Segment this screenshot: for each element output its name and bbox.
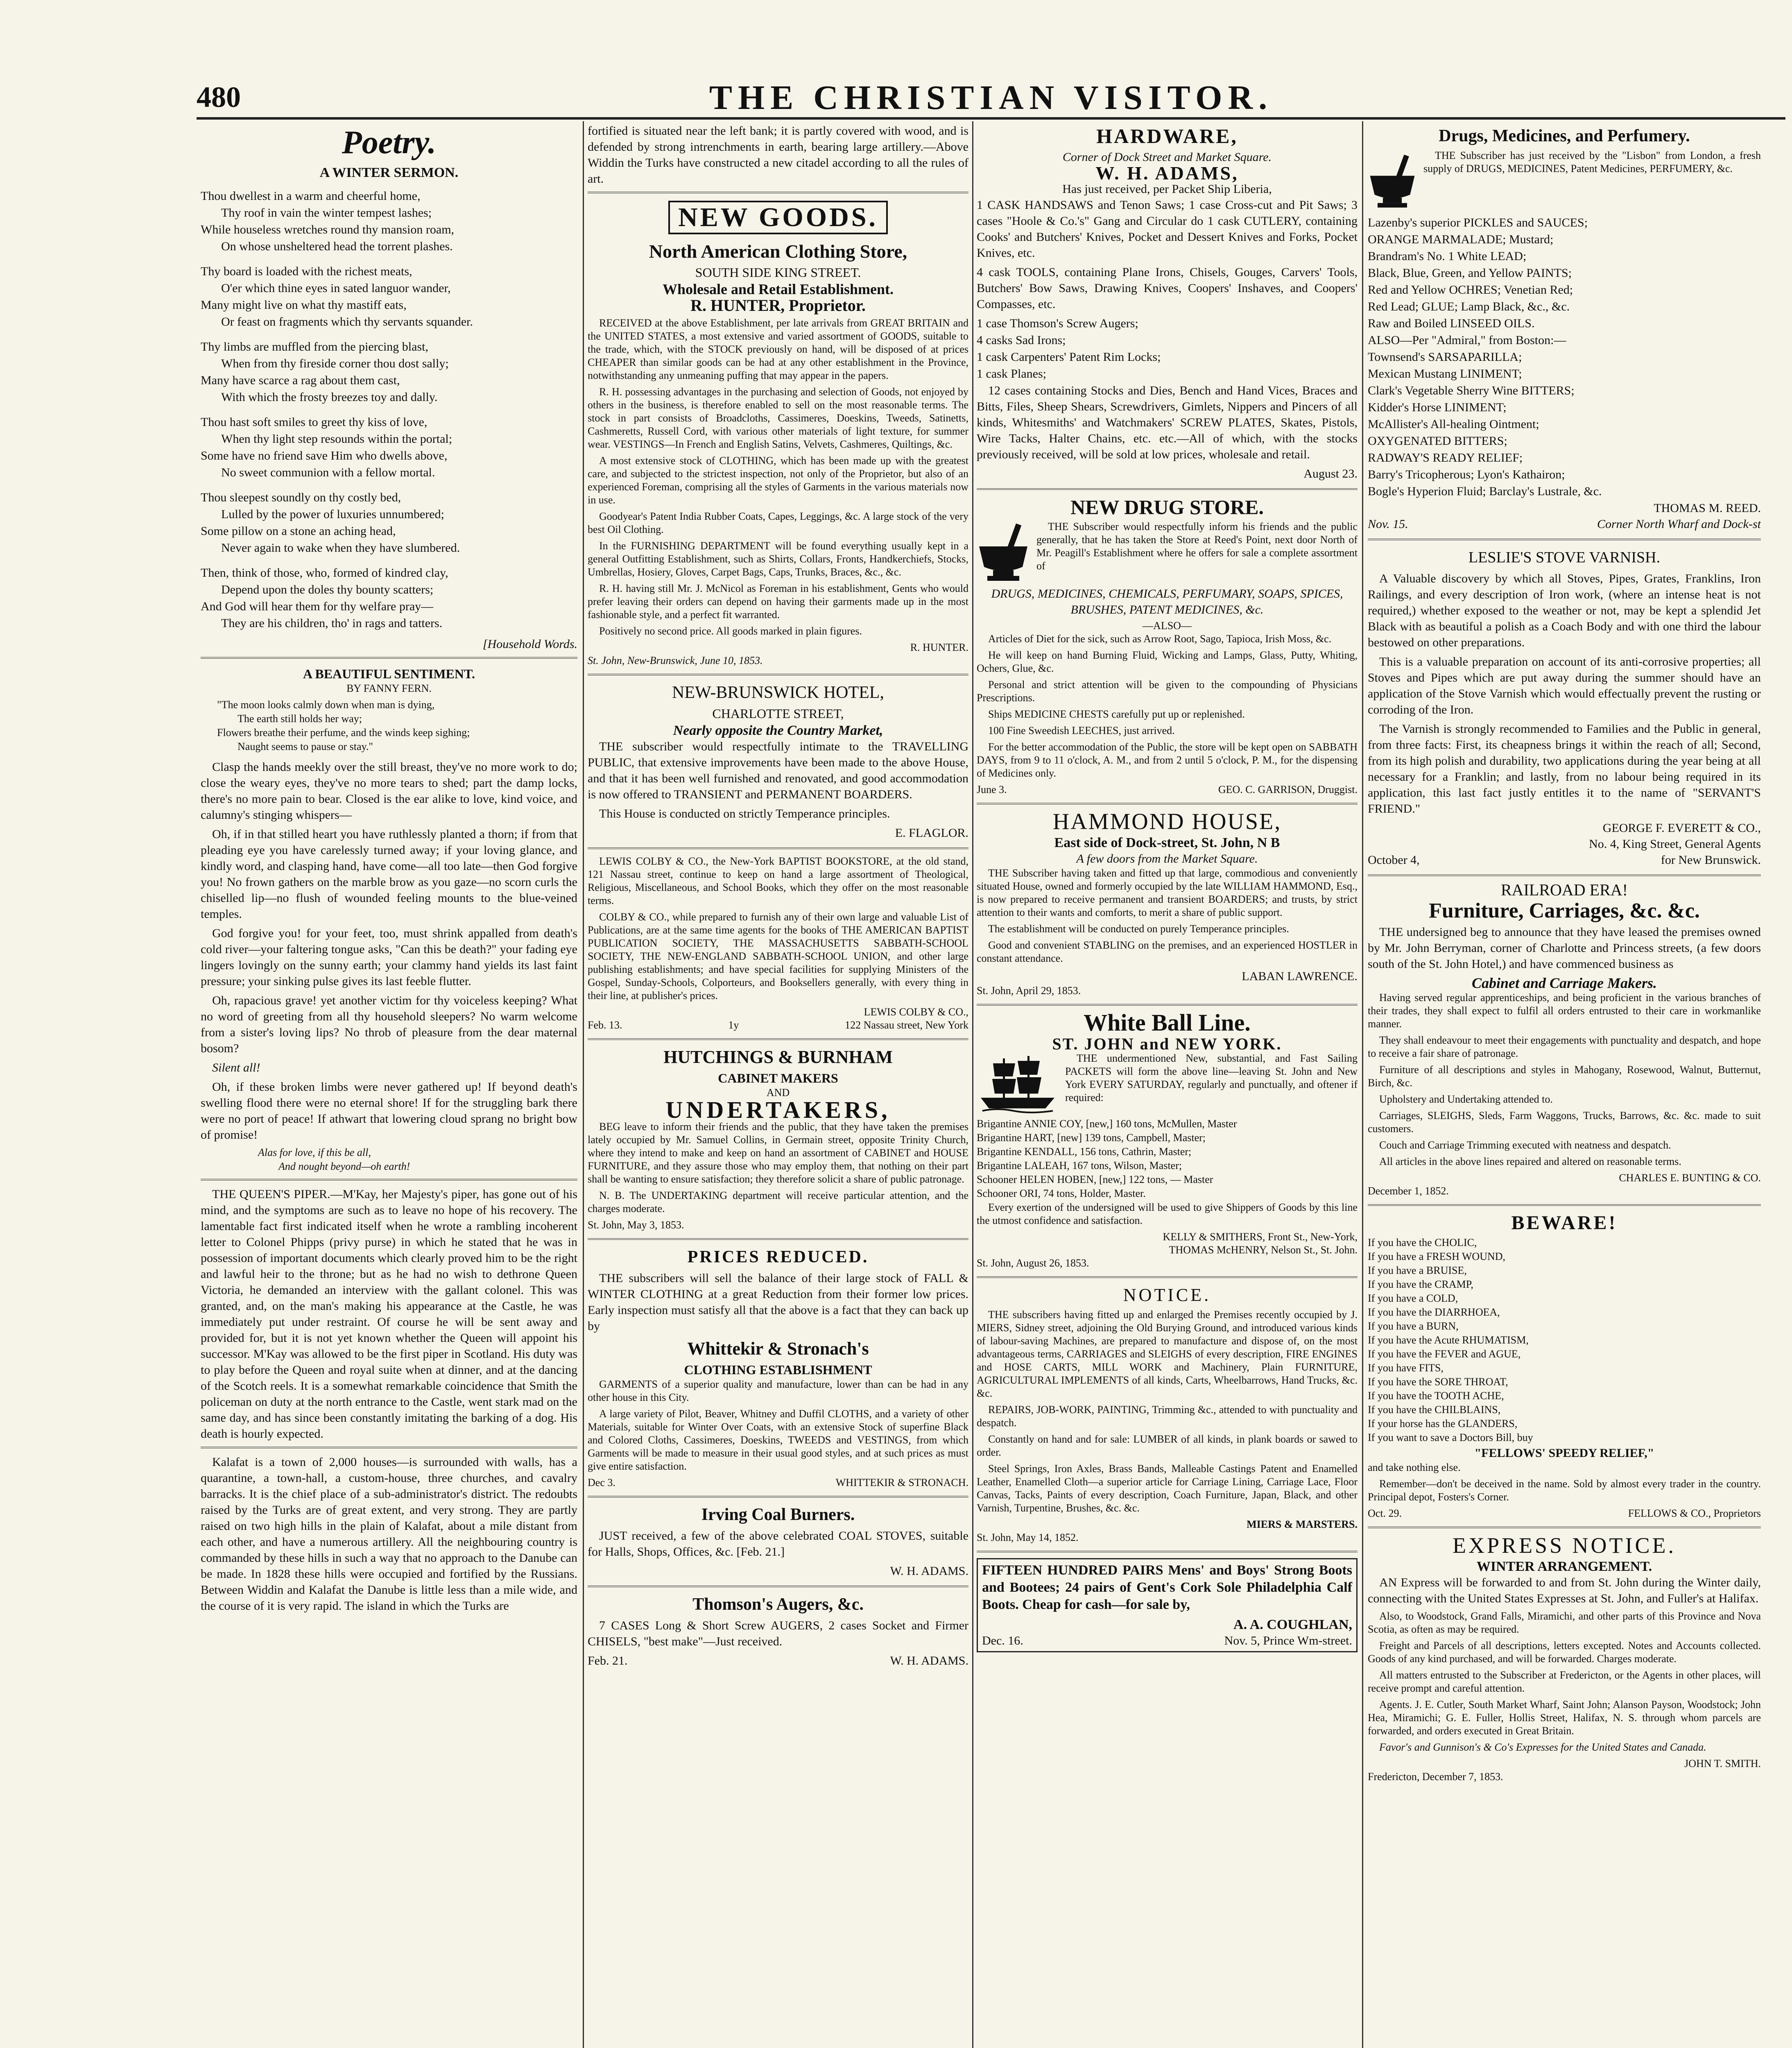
item-line: Bogle's Hyperion Fluid; Barclay's Lustrale, &c. [1368, 485, 1602, 498]
paragraph: A large variety of Pilot, Beaver, Whitney and Duffil CLOTHS, and a variety of other Materials, suitable for Winter Over Coats, with an extensive Stock of superfine Black and Colored Cloths, Cassimeres, Doeskins, TWEEDS and VESTINGS, from which Garments will be made to measure in their usual good styles, and at such prices as must give entire satisfaction. [588, 1408, 968, 1472]
poem-line: Lulled by the power of luxuries unnumbered; [221, 507, 444, 521]
poem-line: O'er which thine eyes in sated languor wander, [221, 281, 451, 295]
item-line: If you have the CHILBLAINS, [1368, 1404, 1501, 1416]
ad-dateline: St. John, May 3, 1853. [588, 1219, 684, 1231]
item-line: If you have the TOOTH ACHE, [1368, 1390, 1504, 1402]
item-line: If you have the DIARRHOEA, [1368, 1306, 1500, 1318]
item-line: Kidder's Horse LINIMENT; [1368, 401, 1507, 414]
advertisement-coal-burners [588, 1503, 968, 1579]
epigraph-line: Naught seems to pause or stay." [238, 741, 373, 752]
ad-title: Thomson's Augers, &c. [692, 1595, 864, 1614]
poetry-heading: Poetry. [342, 125, 437, 161]
column-rule [583, 121, 584, 2048]
paragraph: Articles of Diet for the sick, such as Arrow Root, Sago, Tapioca, Irish Moss, &c. [988, 633, 1332, 645]
ad-title: HAMMOND HOUSE, [1052, 809, 1282, 834]
item-line: If you have a COLD, [1368, 1292, 1458, 1304]
item-line: Red Lead; GLUE; Lamp Black, &c., &c. [1368, 300, 1570, 313]
item-line: 1 cask Planes; [977, 367, 1046, 381]
ad-business-name: W. H. ADAMS, [1095, 163, 1239, 184]
ad-address: Nov. 5, Prince Wm-street. [1224, 1634, 1352, 1647]
poem-line: Or feast on fragments which thy servants squander. [221, 315, 473, 328]
ad-dateline: St. John, May 14, 1852. [977, 1531, 1079, 1543]
ad-dateline: December 1, 1852. [1368, 1185, 1449, 1197]
advertisement-new-goods [588, 199, 968, 667]
paragraph: AN Express will be forwarded to and from St. John during the Winter daily, connecting with the United States Expresses at St. John, and Fuller's at Halifax. [1368, 1576, 1761, 1605]
ad-address: Corner North Wharf and Dock-st [1597, 517, 1761, 531]
ad-signature: KELLY & SMITHERS, Front St., New-York, [1163, 1231, 1358, 1243]
ad-date: Nov. 15. [1368, 517, 1408, 531]
ad-product: "FELLOWS' SPEEDY RELIEF," [1474, 1446, 1654, 1460]
ad-signature: A. A. COUGHLAN, [1233, 1617, 1352, 1632]
ad-title: PRICES REDUCED. [687, 1248, 869, 1266]
ad-subtitle: CABINET MAKERS [718, 1071, 838, 1085]
poem-title: A WINTER SERMON. [319, 165, 459, 180]
ad-footer [982, 1633, 1352, 1649]
paragraph: 1 CASK HANDSAWS and Tenon Saws; 1 case Cross-cut and Pit Saws; 3 cases "Hoole & Co.'s" Gang and Circular do 1 cask CUTLERY, containing Cooks' and Butchers' Knives, Pocket and Dessert Knives and Forks, Pocket Knives, etc. [977, 198, 1358, 260]
paragraph: GARMENTS of a superior quality and manufacture, lower than can be had in any other house in this City. [588, 1378, 968, 1403]
paragraph: Every exertion of the undersigned will be used to give Shippers of Goods by this line the utmost confidence and satisfaction. [977, 1201, 1358, 1226]
ad-signature: FELLOWS & CO., Proprietors [1628, 1507, 1761, 1519]
paragraph: Oh, if in that stilled heart you have ruthlessly planted a thorn; if from that pleading eye you have carelessly turned away; if your loving glance, and kindly word, and clasping hand, have come—all too late—then God forgive you! No frown gathers on the marble brow as you gaze—no scorn curls the chiselled lip—no flush of wounded feeling mounts to the blue-veined temples. [201, 827, 577, 921]
ad-address: for New Brunswick. [1661, 853, 1761, 867]
column-4 [1368, 123, 1761, 2048]
ad-title: Irving Coal Burners. [701, 1505, 855, 1524]
advertisement-notice [977, 1284, 1358, 1544]
ad-route: ST. JOHN and NEW YORK. [1052, 1035, 1282, 1053]
paragraph: Upholstery and Undertaking attended to. [1379, 1093, 1553, 1105]
ship-entry: Brigantine LALEAH, 167 tons, Wilson, Master; [977, 1160, 1182, 1171]
item-line: 1 cask Carpenters' Patent Rim Locks; [977, 350, 1161, 364]
verse-line: And nought beyond—oh earth! [278, 1160, 410, 1172]
ad-date: Dec 3. [588, 1477, 615, 1488]
poem-line: And God will hear them for thy welfare pray— [201, 600, 434, 613]
item-line: ALSO—Per "Admiral," from Boston:— [1368, 333, 1566, 347]
divider [977, 803, 1358, 804]
ad-signature: GEO. C. GARRISON, Druggist. [1218, 784, 1358, 795]
advertisement-bookstore [588, 855, 968, 1032]
advertisement-boots [977, 1558, 1358, 1652]
ad-dateline: St. John, August 26, 1853. [977, 1257, 1089, 1269]
epigraph-line: Flowers breathe their perfume, and the winds keep sighing; [217, 727, 470, 739]
ad-date: August 23. [1303, 467, 1358, 480]
poem-line: They are his children, tho' in rags and tatters. [221, 616, 443, 630]
ad-signature: CHARLES E. BUNTING & CO. [1619, 1172, 1761, 1184]
advertisement-stove-varnish [1368, 546, 1761, 868]
column-3 [977, 123, 1358, 2048]
paragraph: Oh, rapacious grave! yet another victim for thy voiceless keeping? What no word of greeting from all thy household sleepers? No warm welcome from a sister's loving lips? No throb of pleasure from the dear maternal bosom? [201, 994, 577, 1055]
advertisement-express-notice [1368, 1534, 1761, 1783]
paragraph: THE QUEEN'S PIPER.—M'Kay, her Majesty's piper, has gone out of his mind, and the symptoms are such as to leave no hope of his recovery. The lamentable fact first indicated itself when he wrote a rambling incoherent letter to Colonel Phipps (privy purse) in which he stated that he was in possession of important documents which clearly proved him to be the right and lawful heir to the throne; but as he had no wish to dethrone Queen Victoria, he demanded an interview with the gallant colonel. This was granted, and, on the man's making his appearance at the Castle, he was immediately put under restraint. Of course he will be sent away and provided for, but it is not yet known whether the Queen will appoint his successor. M'Kay was allowed to be the first piper in Scotland. His duty was to play before the Queen and royal suite when at dinner, and at the dancing of the Scotch reels. It is a somewhat remarkable coincidence that Smith the policeman on duty at the north entrance to the Castle, went stark mad on the same day, and has since been constantly imitating the barking of a dog. His death is hourly expected. [201, 1187, 577, 1441]
ad-signature: THOMAS McHENRY, Nelson St., St. John. [1169, 1244, 1358, 1256]
paragraph: This House is conducted on strictly Temperance principles. [599, 807, 890, 820]
poem-line: Depend upon the doles thy bounty scatters; [221, 583, 434, 596]
ad-title: NEW-BRUNSWICK HOTEL, [672, 683, 884, 702]
paragraph: Furniture of all descriptions and styles in Mahogany, Rosewood, Walnut, Butternut, Birch, &c. [1368, 1064, 1761, 1089]
poem-line: Some have no friend save Him who dwells above, [201, 449, 448, 462]
ship-entry: Brigantine KENDALL, 156 tons, Cathrin, Master; [977, 1146, 1192, 1158]
divider [588, 674, 968, 675]
item-line: Lazenby's superior PICKLES and SAUCES; [1368, 216, 1588, 229]
ship-entry: Schooner HELEN HOBEN, [new,] 122 tons, — Master [977, 1174, 1213, 1185]
ad-title: NOTICE. [1123, 1285, 1211, 1305]
advertisement-augers [588, 1593, 968, 1669]
divider [1368, 1527, 1761, 1528]
paragraph: THE Subscriber has just received by the "Lisbon" from London, a fresh supply of DRUGS, MEDICINES, Patent Medicines, PERFUMERY, &c. [1423, 150, 1761, 174]
paragraph: Favor's and Gunnison's & Co's Expresses for the United States and Canada. [1379, 1741, 1706, 1753]
paragraph: For the better accommodation of the Public, the store will be kept open on SABBATH DAYS, from 9 to 11 o'clock, A. M., and from 2 until 5 o'clock, P. M., for the dispensing of Medicines only. [977, 741, 1358, 779]
item-line: McAllister's All-healing Ointment; [1368, 417, 1539, 431]
item-line: OXYGENATED BITTERS; [1368, 434, 1507, 448]
item-line: If you want to save a Doctors Bill, buy [1368, 1432, 1533, 1443]
paragraph: 100 Fine Sweedish LEECHES, just arrived. [988, 725, 1175, 736]
ad-address: SOUTH SIDE KING STREET. [695, 265, 861, 280]
divider [588, 1238, 968, 1240]
ad-signature: E. FLAGLOR. [895, 826, 968, 840]
divider [977, 488, 1358, 490]
poem-line: Thou sleepest soundly on thy costly bed, [201, 491, 401, 504]
advertisement-white-ball-line [977, 1011, 1358, 1270]
ad-subtitle: CLOTHING ESTABLISHMENT [684, 1362, 872, 1377]
paragraph: A Valuable discovery by which all Stoves, Pipes, Grates, Franklins, Iron Railings, and every description of Iron work, (where an intense heat is not required,) whether exposed to the weather or not, may be kept a splendid Jet Black with as beautiful a polish as a Coach Body and with one third the labour bestowed on other preparations. [1368, 572, 1761, 649]
item-line: Townsend's SARSAPARILLA; [1368, 350, 1522, 364]
divider [588, 1038, 968, 1040]
column-1 [201, 123, 577, 2048]
paragraph: God forgive you! for your feet, too, must shrink appalled from death's cold river—your faltering tongue asks, "Can this be death?" your fading eye lingers lovingly on the sunny earth; your clammy hand yields its last faint pressure; your sinking pulse gives its last feeble flutter. [201, 927, 577, 988]
ad-signature: W. H. ADAMS. [890, 1564, 968, 1578]
paragraph: Steel Springs, Iron Axles, Brass Bands, Malleable Castings Patent and Enamelled Leather, Enamelled Cloth—a superior article for Carriage Lining, Carriage Lace, Floor Canvas, Tacks, Paints of every description, Coach Furniture, Japan, Black, and other Varnish, Turpentine, Brushes, &c. &c. [977, 1463, 1358, 1514]
ad-business-name: Whittekir & Stronach's [687, 1339, 869, 1359]
paragraph: They shall endeavour to meet their engagements with punctuality and despatch, and hope to receive a fair share of patronage. [1368, 1034, 1761, 1059]
paragraph: Personal and strict attention will be given to the compounding of Physicians Prescriptions. [977, 679, 1358, 704]
advertisement-drugs-perfumery [1368, 125, 1761, 532]
advertisement-prices-reduced [588, 1246, 968, 1489]
paragraph: Clasp the hands meekly over the still breast, they've no more work to do; close the weary eyes, they've no more tears to shed; part the damp locks, there's no more pain to bear. Closed is the ear alike to love, kind voice, and calumny's stinging whispers— [201, 760, 577, 822]
poem-stanza [201, 263, 577, 330]
paragraph: COLBY & CO., while prepared to furnish any of their own large and valuable List of Publications, are at the same time agents for the books of THE AMERICAN BAPTIST PUBLICATION SOCIETY, THE MASSACHUSETTS SABBATH-SCHOOL SOCIETY, THE NEW-ENGLAND SABBATH-SCHOOL UNION, and other large publishing establishments; and have special facilities for supplying Ministers of the Gospel, Sunday-Schools, Colporteurs, and Booksellers generally, with every thing in their line, at publisher's prices. [588, 911, 968, 1001]
ad-footer [588, 1019, 968, 1032]
ad-location: Nearly opposite the Country Market, [673, 723, 883, 738]
ad-footer [1368, 852, 1761, 868]
paragraph: 4 cask TOOLS, containing Plane Irons, Chisels, Gouges, Carvers' Tools, Butchers' Bow Saws, Drawing Knives, Coopers' Inshaves, and Coopers' Compasses, etc. [977, 265, 1358, 311]
ad-banner: UNDERTAKERS, [665, 1096, 891, 1123]
poem-stanza [201, 339, 577, 405]
poem-stanza [201, 188, 577, 254]
poem-line: Many have scarce a rag about them cast, [201, 374, 400, 387]
ad-signature: LEWIS COLBY & CO., [864, 1006, 968, 1018]
paragraph: THE undersigned beg to announce that they have leased the premises owned by Mr. John Berryman, corner of Charlotte and Princess streets, (a few doors south of the St. John Hotel,) and have commenced business as [1368, 925, 1761, 971]
divider [588, 192, 968, 193]
item-line: If you have the CRAMP, [1368, 1278, 1473, 1290]
paragraph: 7 CASES Long & Short Screw AUGERS, 2 cases Socket and Firmer CHISELS, "best make"—Just received. [588, 1619, 968, 1648]
item-line: If you have a FRESH WOUND, [1368, 1251, 1506, 1262]
paragraph: Good and convenient STABLING on the premises, and an experienced HOSTLER in constant attendance. [977, 939, 1358, 964]
ship-entry: Brigantine HART, [new] 139 tons, Campbell, Master; [977, 1132, 1206, 1144]
ad-trade: Cabinet and Carriage Makers. [1471, 975, 1657, 991]
epigraph-line: "The moon looks calmly down when man is dying, [217, 699, 435, 711]
poem-line: Some pillow on a stone an aching head, [201, 524, 396, 538]
ad-footer [977, 783, 1358, 796]
divider [201, 1447, 577, 1448]
ad-address: East side of Dock-street, St. John, N B [1054, 835, 1280, 850]
item-line: Mexican Mustang LINIMENT; [1368, 367, 1522, 381]
ad-title: White Ball Line. [1084, 1009, 1251, 1036]
ad-signature: GEORGE F. EVERETT & CO., [1602, 821, 1761, 835]
ship-entry: Brigantine ANNIE COY, [new,] 160 tons, McMullen, Master [977, 1118, 1237, 1130]
ad-signature: No. 4, King Street, General Agents [1589, 837, 1761, 851]
ad-footer [1368, 516, 1761, 532]
paragraph: Silent all! [212, 1061, 260, 1074]
paragraph: FIFTEEN HUNDRED PAIRS Mens' and Boys' Strong Boots and Bootees; 24 pairs of Gent's Cork Sole Philadelphia Calf Boots. Cheap for cash—for sale by, [982, 1563, 1352, 1612]
ad-location: Corner of Dock Street and Market Square. [1062, 150, 1272, 164]
poem-line: Then, think of those, who, formed of kindred clay, [201, 566, 448, 580]
ad-footer [588, 1476, 968, 1489]
paragraph: fortified is situated near the left bank; it is partly covered with wood, and is defended by strong intrenchments in earth, bearing large artillery.—Above Widdin the Turks have constructed a new citadel according to all the rules of art. [588, 124, 968, 186]
paragraph: Agents. J. E. Cutler, South Market Wharf, Saint John; Alanson Payson, Woodstock; John Hea, Miramichi; G. E. Fuller, Hollis Street, Halifax, N. S. through whom parcels are forwarded, and orders executed in Great Britain. [1368, 1699, 1761, 1737]
advertisement-cabinet-makers [588, 1046, 968, 1232]
ad-subtitle: Furniture, Carriages, &c. &c. [1429, 899, 1700, 922]
poem-line: Thy roof in vain the winter tempest lashes; [221, 206, 432, 220]
paragraph: LEWIS COLBY & CO., the New-York BAPTIST BOOKSTORE, at the old stand, 121 Nassau street, continue to keep on hand a large assortment of Theological, Religious, Miscellaneous, and School Books, which they offer on the most reasonable terms. [588, 855, 968, 906]
paragraph: Oh, if these broken limbs were never gathered up! If beyond death's swelling flood there were no eternal shore! If for the struggling bark there were no port of peace! If athwart that lowering cloud sprang no bright bow of promise! [201, 1080, 577, 1142]
advertisement-hardware [977, 125, 1358, 482]
ad-title: Drugs, Medicines, and Perfumery. [1439, 127, 1690, 145]
ad-proprietor: R. HUNTER, Proprietor. [690, 296, 866, 315]
divider [588, 1496, 968, 1497]
divider [1368, 1204, 1761, 1206]
paragraph: Goodyear's Patent India Rubber Coats, Capes, Leggings, &c. A large stock of the very best Oil Clothing. [588, 510, 968, 535]
divider [201, 657, 577, 659]
poem-stanza [201, 489, 577, 556]
sailing-ship-icon [977, 1053, 1059, 1115]
paragraph: THE subscriber would respectfully intimate to the TRAVELLING PUBLIC, that extensive improvements have been made to the above House, and that it has been well furnished and renovated, and good accommodation is now offered to TRANSIENT and PERMANENT BOARDERS. [588, 740, 968, 801]
poem-stanza [201, 565, 577, 631]
ad-title: NEW DRUG STORE. [1070, 496, 1264, 519]
poem-line: Thy limbs are muffled from the piercing blast, [201, 340, 428, 353]
poem-line: With which the frosty breezes toy and dally. [221, 390, 438, 404]
paragraph: Couch and Carriage Trimming executed with neatness and despatch. [1379, 1139, 1671, 1151]
ad-address: 122 Nassau street, New York [845, 1019, 968, 1031]
ad-subtitle: Wholesale and Retail Establishment. [662, 281, 894, 297]
paragraph: Constantly on hand and for sale: LUMBER of all kinds, in plank boards or sawed to order. [977, 1433, 1358, 1458]
ad-title: North American Clothing Store, [649, 241, 907, 262]
epigraph-line: The earth still holds her way; [238, 713, 362, 725]
advertisement-railroad-era [1368, 882, 1761, 1198]
ad-intro: Has just received, per Packet Ship Liberia, [1062, 182, 1272, 196]
ad-title: BEWARE! [1511, 1212, 1618, 1234]
paragraph: THE subscribers having fitted up and enlarged the Premises recently occupied by J. MIERS, Sidney street, adjoining the Old Burying Ground, and introduced various kinds of labour-saving Machines, are prepared to manufacture and dispose of, on the most advantageous terms, CARRIAGES and SLEIGHS of every description, FIRE ENGINES and HOSE CARTS, MILL WORK and Machinery, Plain FURNITURE, AGRICULTURAL IMPLEMENTS of all kinds, Carts, Wheelbarrows, Hand Trucks, &c. &c. [977, 1309, 1358, 1399]
paragraph: He will keep on hand Burning Fluid, Wicking and Lamps, Glass, Putty, Whiting, Ochers, Glue, &c. [977, 649, 1358, 674]
divider [1368, 539, 1761, 540]
ad-title: HARDWARE, [1096, 125, 1238, 147]
paragraph: THE Subscriber would respectfully inform his friends and the public generally, that he has taken the Store at Reed's Point, next door North of Mr. Peagill's Establishment where he offers for sale a complete assortment of [1036, 521, 1358, 572]
item-line: If you have FITS, [1368, 1362, 1444, 1374]
article-epigraph [217, 698, 577, 753]
newspaper-title: THE CHRISTIAN VISITOR. [709, 79, 1273, 117]
paragraph: Freight and Parcels of all descriptions, letters excepted. Notes and Accounts collected. Goods of any kind purchased, and will be forwarded. Charges moderate. [1368, 1640, 1761, 1665]
paragraph: Also, to Woodstock, Grand Falls, Miramichi, and other parts of this Province and Nova Scotia, as often as may be required. [1368, 1610, 1761, 1635]
article-closing-verse [258, 1146, 577, 1173]
poem-line: Thou hast soft smiles to greet thy kiss of love, [201, 415, 428, 429]
item-line: 4 casks Sad Irons; [977, 333, 1066, 347]
ad-also: —ALSO— [1143, 620, 1192, 632]
divider [977, 1004, 1358, 1006]
paragraph: Carriages, SLEIGHS, Sleds, Farm Waggons, Trucks, Barrows, &c. &c. made to suit customers. [1368, 1110, 1761, 1135]
paragraph: THE undermentioned New, substantial, and Fast Sailing PACKETS will form the above line—leaving St. John and New York EVERY SATURDAY, regularly and punctually, and oftener if required: [1065, 1052, 1358, 1103]
item-line: If you have a BRUISE, [1368, 1264, 1467, 1276]
poem-body [201, 188, 577, 631]
paragraph: The establishment will be conducted on purely Temperance principles. [988, 923, 1289, 935]
ad-signature: WHITTEKIR & STRONACH. [835, 1477, 968, 1488]
ad-date: October 4, [1368, 853, 1420, 867]
ad-date: Feb. 21. [588, 1654, 628, 1667]
page-header [197, 72, 1785, 120]
ad-title: EXPRESS NOTICE. [1452, 1533, 1677, 1558]
ad-date: June 3. [977, 784, 1007, 795]
poem-line: When thy light step resounds within the portal; [221, 432, 453, 446]
item-line: Black, Blue, Green, and Yellow PAINTS; [1368, 266, 1572, 280]
ad-title: HUTCHINGS & BURNHAM [663, 1047, 893, 1067]
item-line: Raw and Boiled LINSEED OILS. [1368, 317, 1535, 330]
item-line: RADWAY'S READY RELIEF; [1368, 451, 1523, 464]
ad-footer [588, 1653, 968, 1669]
paragraph: The Varnish is strongly recommended to Families and the Public in general, from three facts: First, its cheapness brings it within the reach of all; Second, from its high polish and durability, two applications during the year being at all necessary for a Franklin; and lastly, from no labour being required in its application, this last fact justly entitles it to the name of "SERVANT'S FRIEND." [1368, 722, 1761, 816]
ad-subtitle: WINTER ARRANGEMENT. [1476, 1559, 1652, 1574]
ad-banner: NEW GOODS. [668, 201, 888, 234]
ad-signature: W. H. ADAMS. [890, 1654, 968, 1667]
ad-footer [1368, 1507, 1761, 1520]
ad-title: RAILROAD ERA! [1501, 881, 1628, 899]
ad-date: Dec. 16. [982, 1634, 1023, 1647]
poem-stanza [201, 414, 577, 480]
advertisement-beware [1368, 1212, 1761, 1520]
paragraph: THE subscribers will sell the balance of their large stock of FALL & WINTER CLOTHING at a great Reduction from their former low prices. Early inspection must satisfy all that the above is a fact that they can back up by [588, 1271, 968, 1333]
ad-dateline: St. John, April 29, 1853. [977, 985, 1081, 997]
page-number: 480 [197, 81, 241, 113]
paragraph: All matters entrusted to the Subscriber at Fredericton, or the Agents in other places, will receive prompt and careful attention. [1368, 1669, 1761, 1694]
item-line: ORANGE MARMALADE; Mustard; [1368, 233, 1554, 246]
ad-conjunction: AND [766, 1087, 790, 1099]
item-line: If you have the FEVER and AGUE, [1368, 1348, 1521, 1360]
paragraph: JUST received, a few of the above celebrated COAL STOVES, suitable for Halls, Shops, Offices, &c. [Feb. 21.] [588, 1529, 968, 1559]
ad-title: LESLIE'S STOVE VARNISH. [1468, 549, 1661, 566]
article-byline: BY FANNY FERN. [346, 682, 432, 694]
divider [977, 1551, 1358, 1552]
poem-line: When from thy fireside corner thou dost sally; [221, 357, 449, 370]
poem-line: Many might live on what thy mastiff eats, [201, 298, 407, 312]
ad-signature: THOMAS M. REED. [1654, 501, 1761, 515]
ad-dateline: Fredericton, December 7, 1853. [1368, 1771, 1503, 1783]
ad-term: 1y [728, 1019, 739, 1031]
item-line: 1 case Thomson's Screw Augers; [977, 317, 1138, 330]
poem-line: No sweet communion with a fellow mortal. [221, 466, 435, 479]
ad-date: Feb. 13. [588, 1019, 622, 1031]
poem-source: [Household Words. [482, 637, 577, 651]
product-list: DRUGS, MEDICINES, CHEMICALS, PERFUMARY, SOAPS, SPICES, BRUSHES, PATENT MEDICINES, &c. [991, 587, 1343, 616]
paragraph: THE Subscriber having taken and fitted up that large, commodious and conveniently situated House, owned and formerly occupied by the late WILLIAM HAMMOND, Esq., is now prepared to receive permanent and transient BOARDERS; and trusts, by strict attention to their wants and comforts, to merit a share of public support. [977, 867, 1358, 918]
paragraph: Remember—don't be deceived in the name. Sold by almost every trader in the country. Principal depot, Fosters's Corner. [1368, 1478, 1761, 1503]
paragraph: R. H. having still Mr. J. McNicol as Foreman in his establishment, Gents who would prefer leaving their orders can depend on having their garments made up in the most fashionable style, and a perfect fit warranted. [588, 582, 968, 621]
advertisement-hammond-house [977, 810, 1358, 997]
mortar-and-pestle-icon [977, 522, 1030, 583]
paragraph: BEG leave to inform their friends and the public, that they have taken the premises lately occupied by Mr. Samuel Collins, in Germain street, opposite Trinity Church, where they intend to make and keep on hand an assortment of CABINET and HOUSE FURNITURE, and they assure those who may employ them, that nothing on their part shall be wanting to ensure satisfaction; they therefore solicit a share of public patronage. [588, 1121, 968, 1185]
paragraph: 12 cases containing Stocks and Dies, Bench and Hand Vices, Braces and Bitts, Files, Sheep Shears, Screwdrivers, Gimlets, Nippers and Pincers of all kinds, Whitesmiths' and Watchmakers' SCREW PLATES, Skates, Pistols, Wire Tacks, Halter Chains, etc. etc.—All of which, with the stocks previously received, will be sold at low prices, wholesale and retail. [977, 384, 1358, 461]
item-line: Clark's Vegetable Sherry Wine BITTERS; [1368, 384, 1575, 397]
item-line: If you have the CHOLIC, [1368, 1237, 1477, 1248]
poem-line: Thou dwellest in a warm and cheerful home, [201, 189, 421, 203]
item-line: Red and Yellow OCHRES; Venetian Red; [1368, 283, 1573, 297]
paragraph: A most extensive stock of CLOTHING, which has been made up with the greatest care, and subjected to the strictest inspection, not only of the Proprietor, but also of an experienced Foreman, comprising all the styles of Garments in the various materials now in use. [588, 455, 968, 506]
item-line: If your horse has the GLANDERS, [1368, 1418, 1518, 1430]
divider [1368, 874, 1761, 876]
ad-signature: R. HUNTER. [910, 641, 968, 653]
ad-signature: MIERS & MARSTERS. [1247, 1518, 1358, 1530]
ad-location: A few doors from the Market Square. [1076, 852, 1258, 865]
ad-address: CHARLOTTE STREET, [712, 706, 844, 721]
poem-line: On whose unsheltered head the torrent plashes. [221, 240, 453, 253]
item-line: Brandram's No. 1 White LEAD; [1368, 249, 1527, 263]
paragraph: Having served regular apprenticeships, and being proficient in the various branches of their trades, they shall expect to fulfil all orders entrusted to their care in workmanlike manner. [1368, 992, 1761, 1030]
ad-signature: JOHN T. SMITH. [1684, 1758, 1761, 1769]
divider [588, 847, 968, 849]
verse-line: Alas for love, if this be all, [258, 1146, 371, 1158]
item-line: Barry's Tricopherous; Lyon's Kathairon; [1368, 468, 1565, 481]
poem-line: Thy board is loaded with the richest meats, [201, 265, 412, 278]
paragraph: In the FURNISHING DEPARTMENT will be found everything usually kept in a general Outfitting Establishment, such as Shirts, Collars, Fronts, Handkerchiefs, Stocks, Umbrellas, Hosiery, Gloves, Carpet Bags, Caps, Trunks, Braces, &c., &c. [588, 540, 968, 578]
ad-dateline: St. John, New-Brunswick, June 10, 1853. [588, 655, 763, 666]
divider [201, 1179, 577, 1180]
paragraph: and take nothing else. [1368, 1461, 1461, 1473]
poem-line: While houseless wretches round thy mansion roam, [201, 223, 455, 236]
column-rule [972, 121, 973, 2048]
poem-line: Never again to wake when they have slumbered. [221, 541, 460, 555]
divider [588, 1586, 968, 1587]
item-line: If you have a BURN, [1368, 1320, 1459, 1332]
paragraph: N. B. The UNDERTAKING department will receive particular attention, and the charges moderate. [588, 1189, 968, 1214]
mortar-and-pestle-icon [1368, 151, 1417, 212]
advertisement-drug-store [977, 496, 1358, 796]
paragraph: REPAIRS, JOB-WORK, PAINTING, Trimming &c., attended to with punctuality and despatch. [977, 1404, 1358, 1429]
paragraph: Ships MEDICINE CHESTS carefully put up or replenished. [988, 708, 1245, 720]
column-2 [588, 123, 968, 2048]
ad-date: Oct. 29. [1368, 1507, 1402, 1519]
paragraph: Kalafat is a town of 2,000 houses—is surrounded with walls, has a quarantine, a town-hall, a custom-house, three churches, and cavalry barracks. It is the chief place of a sub-administrator's district. The redoubts raised by the Turks are of great extent, and very strong. They are partly raised on two high hills in the plain of Kalafat, about a mile distant from each other, and have a numerous artillery. All the neighbouring country is commanded by these hills in such a way that no approach to the Danube can be made. In 1828 these hills were occupied and fortified by the Russians. Between Widdin and Kalafat the Danube is little less than a mile wide, and the course of it is very rapid. The island in which the Turks are [201, 1455, 577, 1613]
item-line: If you have the Acute RHUMATISM, [1368, 1334, 1529, 1346]
column-rule [1362, 121, 1363, 2048]
paragraph: R. H. possessing advantages in the purchasing and selection of Goods, not enjoyed by others in the business, is therefore enabled to sell on the most reasonable terms. The stock in part consists of Broadcloths, Cassimeres, Doeskins, Tweeds, Satinetts, Cashmeretts, Russell Cord, with various other materials of light texture, for summer wear. VESTINGS—In French and English Satins, Velvets, Cashmeres, Quiltings, &c. [588, 386, 968, 450]
article-title: A BEAUTIFUL SENTIMENT. [303, 666, 475, 681]
ad-signature: LABAN LAWRENCE. [1242, 970, 1358, 983]
item-line: If you have the SORE THROAT, [1368, 1376, 1508, 1388]
ship-entry: Schooner ORI, 74 tons, Holder, Master. [977, 1187, 1146, 1199]
paragraph: RECEIVED at the above Establishment, per late arrivals from GREAT BRITAIN and the UNITED STATES, a most extensive and varied assortment of GOODS, suitable to the trade, which, with the STOCK previously on hand, will be disposed of at prices CHEAPER than similar goods can be had at any other establishment in the Province, notwithstanding any unmeaning puffing that may appear in the papers. [588, 317, 968, 381]
advertisement-hotel [588, 681, 968, 841]
paragraph: Positively no second price. All goods marked in plain figures. [599, 625, 862, 637]
paragraph: All articles in the above lines repaired and altered on reasonable terms. [1379, 1155, 1681, 1167]
divider [977, 1276, 1358, 1278]
paragraph: This is a valuable preparation on account of its anti-corrosive properties; all Stoves and Pipes which are put away during the summer should have an application of the Stove Varnish which would effectually prevent the rusting or corroding of the Iron. [1368, 655, 1761, 716]
